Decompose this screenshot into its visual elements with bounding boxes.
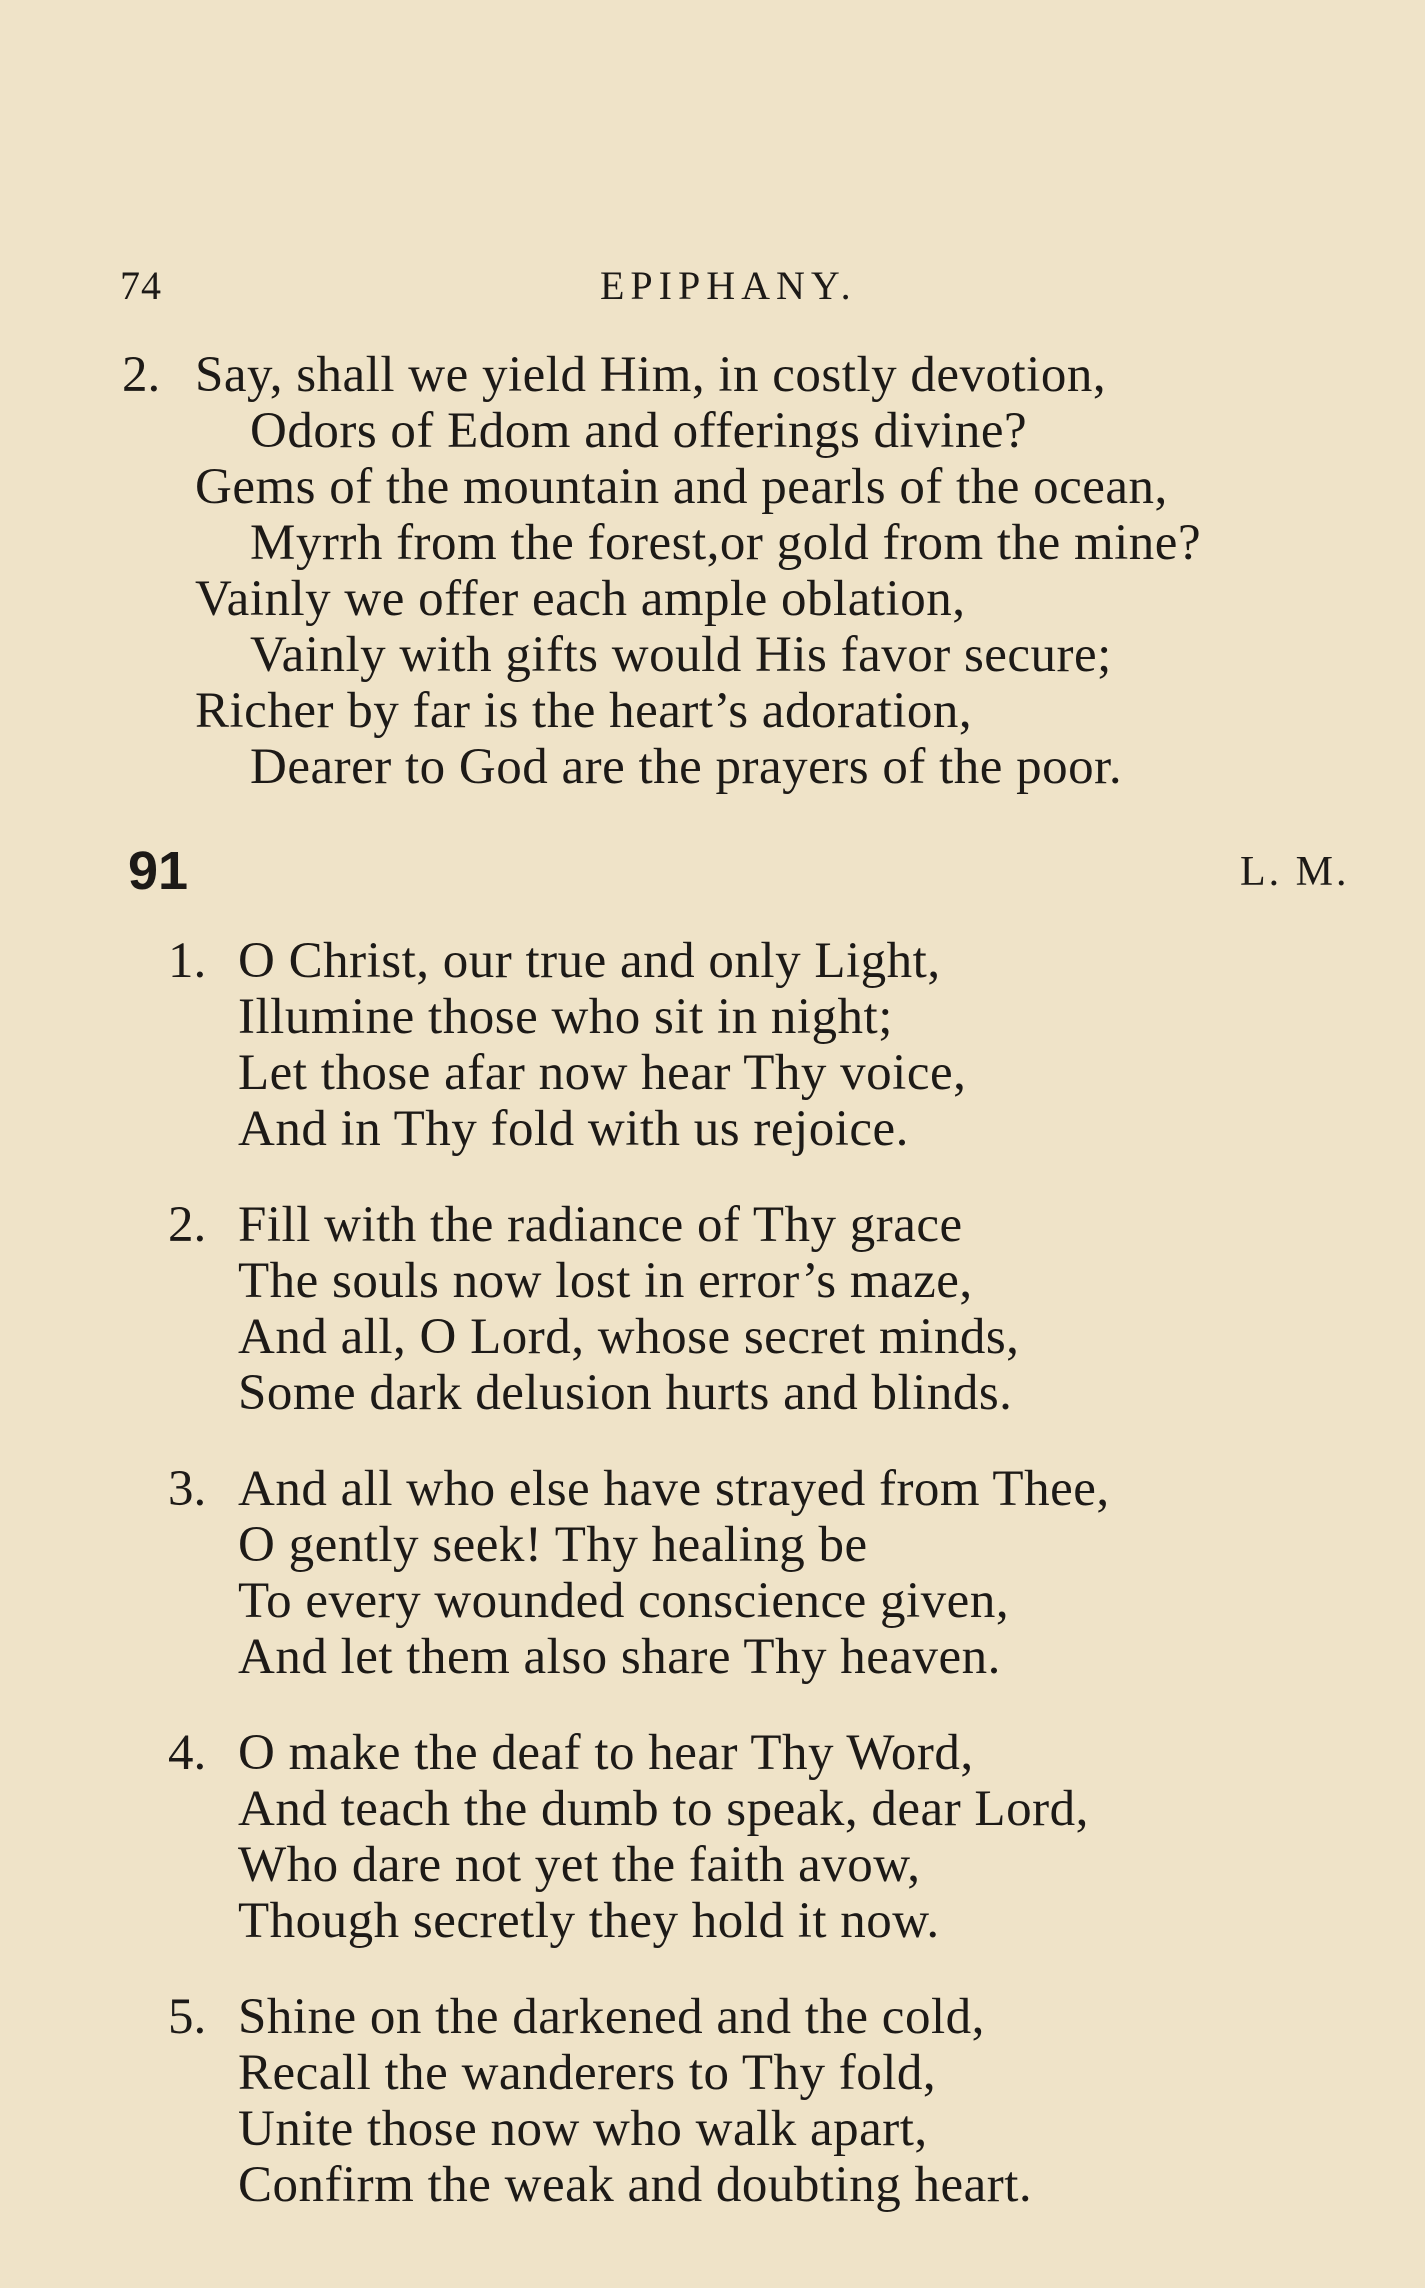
verse-line: Richer by far is the heart’s adoration, bbox=[195, 683, 973, 739]
verse-number: 2. bbox=[122, 347, 161, 403]
page-number: 74 bbox=[120, 263, 162, 308]
hymn-meter: L. M. bbox=[1240, 849, 1350, 895]
verse-line: The souls now lost in error’s maze, bbox=[238, 1253, 973, 1309]
verse-number: 5. bbox=[168, 1989, 207, 2045]
verse-number: 2. bbox=[168, 1197, 207, 1253]
verse-line: Vainly we offer each ample oblation, bbox=[195, 571, 966, 627]
verse-line: Vainly with gifts would His favor secure; bbox=[250, 627, 1112, 683]
verse-line: O gently seek! Thy healing be bbox=[238, 1517, 868, 1573]
verse-line: Gems of the mountain and pearls of the ocean, bbox=[195, 459, 1168, 515]
page-header bbox=[120, 262, 1370, 322]
verse-line: Unite those now who walk apart, bbox=[238, 2101, 928, 2157]
running-head: EPIPHANY. bbox=[600, 263, 857, 308]
verse-line: O Christ, our true and only Light, bbox=[238, 933, 941, 989]
verse-line: Recall the wanderers to Thy fold, bbox=[238, 2045, 937, 2101]
verse-line: Who dare not yet the faith avow, bbox=[238, 1837, 921, 1893]
verse-line: O make the deaf to hear Thy Word, bbox=[238, 1725, 974, 1781]
verse-line: Some dark delusion hurts and blinds. bbox=[238, 1365, 1013, 1421]
hymn-number: 91 bbox=[128, 841, 189, 901]
verse-number: 1. bbox=[168, 933, 207, 989]
verse-line: Say, shall we yield Him, in costly devotion, bbox=[195, 347, 1107, 403]
verse-line: And teach the dumb to speak, dear Lord, bbox=[238, 1781, 1089, 1837]
verse-line: To every wounded conscience given, bbox=[238, 1573, 1010, 1629]
verse-line: And let them also share Thy heaven. bbox=[238, 1629, 1001, 1685]
verse-line: Confirm the weak and doubting heart. bbox=[238, 2157, 1033, 2213]
verse-line: Odors of Edom and offerings divine? bbox=[250, 403, 1028, 459]
verse-line: Myrrh from the forest,or gold from the mine? bbox=[250, 515, 1202, 571]
verse-line: Shine on the darkened and the cold, bbox=[238, 1989, 985, 2045]
verse-line: And in Thy fold with us rejoice. bbox=[238, 1101, 909, 1157]
verse-line: Though secretly they hold it now. bbox=[238, 1893, 940, 1949]
verse-line: Illumine those who sit in night; bbox=[238, 989, 893, 1045]
verse-number: 4. bbox=[168, 1725, 207, 1781]
verse-line: And all, O Lord, whose secret minds, bbox=[238, 1309, 1020, 1365]
verse-line: Dearer to God are the prayers of the poor. bbox=[250, 739, 1123, 795]
verse-number: 3. bbox=[168, 1461, 207, 1517]
verse-line: Fill with the radiance of Thy grace bbox=[238, 1197, 963, 1253]
verse-line: Let those afar now hear Thy voice, bbox=[238, 1045, 967, 1101]
verse-line: And all who else have strayed from Thee, bbox=[238, 1461, 1110, 1517]
